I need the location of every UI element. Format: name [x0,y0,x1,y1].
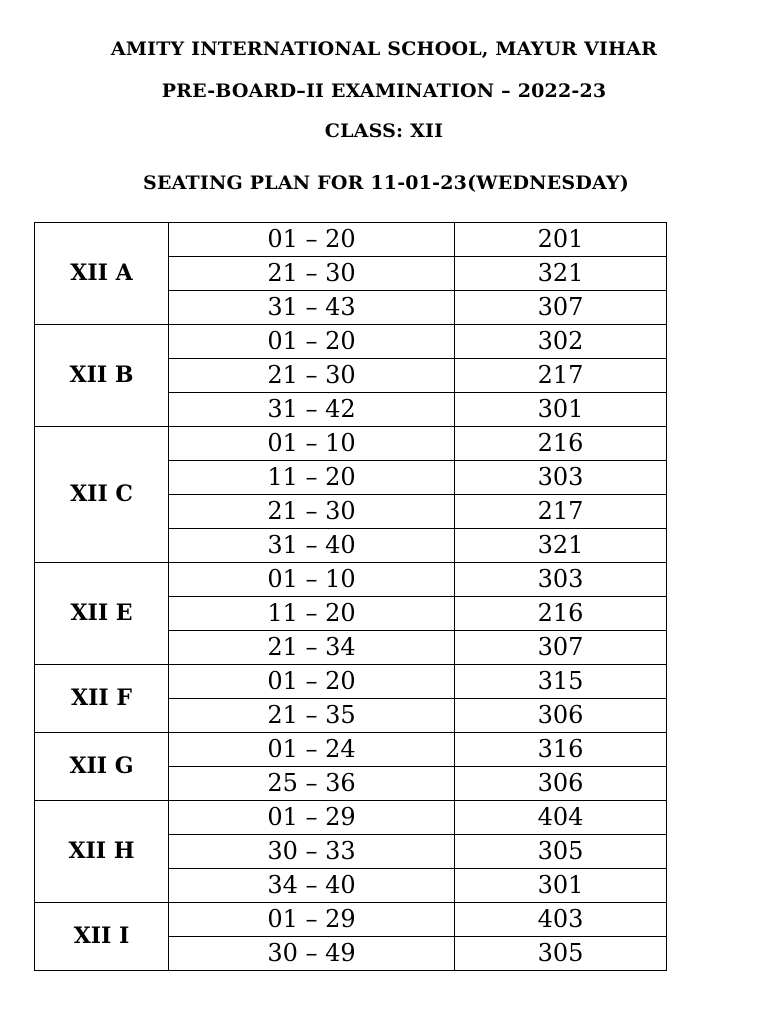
roll-range-cell: 21 – 30 [169,257,455,291]
table-row [35,563,667,597]
room-cell: 305 [455,835,667,869]
room-cell: 217 [455,359,667,393]
section-cell: XII G [35,733,169,801]
roll-range-cell: 01 – 20 [169,325,455,359]
roll-range-cell: 11 – 20 [169,461,455,495]
table-row [35,801,667,835]
room-cell: 217 [455,495,667,529]
roll-range-cell: 31 – 43 [169,291,455,325]
roll-range-cell: 01 – 20 [169,223,455,257]
seating-plan-body [35,223,667,971]
section-cell: XII E [35,563,169,665]
section-cell: XII C [35,427,169,563]
table-row [35,903,667,937]
class-label: CLASS: XII [324,120,444,142]
table-row [35,427,667,461]
table-row [35,325,667,359]
roll-range-cell: 34 – 40 [169,869,455,903]
roll-range-cell: 01 – 29 [169,801,455,835]
room-cell: 307 [455,291,667,325]
room-cell: 306 [455,767,667,801]
roll-range-cell: 11 – 20 [169,597,455,631]
roll-range-cell: 21 – 35 [169,699,455,733]
roll-range-cell: 30 – 33 [169,835,455,869]
section-cell: XII H [35,801,169,903]
room-cell: 303 [455,563,667,597]
roll-range-cell: 25 – 36 [169,767,455,801]
section-cell: XII I [35,903,169,971]
section-cell: XII F [35,665,169,733]
roll-range-cell: 01 – 29 [169,903,455,937]
room-cell: 302 [455,325,667,359]
room-cell: 305 [455,937,667,971]
school-name: AMITY INTERNATIONAL SCHOOL, MAYUR VIHAR [110,38,658,60]
room-cell: 321 [455,257,667,291]
roll-range-cell: 21 – 34 [169,631,455,665]
roll-range-cell: 01 – 20 [169,665,455,699]
room-cell: 306 [455,699,667,733]
section-cell: XII B [35,325,169,427]
roll-range-cell: 01 – 10 [169,427,455,461]
table-row [35,733,667,767]
exam-title: PRE-BOARD–II EXAMINATION – 2022-23 [161,80,607,102]
roll-range-cell: 30 – 49 [169,937,455,971]
roll-range-cell: 31 – 40 [169,529,455,563]
room-cell: 316 [455,733,667,767]
roll-range-cell: 01 – 10 [169,563,455,597]
room-cell: 321 [455,529,667,563]
table-row [35,223,667,257]
section-cell: XII A [35,223,169,325]
room-cell: 301 [455,869,667,903]
seating-plan-table [34,222,667,971]
roll-range-cell: 21 – 30 [169,359,455,393]
room-cell: 303 [455,461,667,495]
room-cell: 216 [455,597,667,631]
seating-plan-title: SEATING PLAN FOR 11-01-23(WEDNESDAY) [143,172,629,194]
room-cell: 404 [455,801,667,835]
room-cell: 307 [455,631,667,665]
roll-range-cell: 21 – 30 [169,495,455,529]
table-row [35,665,667,699]
roll-range-cell: 31 – 42 [169,393,455,427]
room-cell: 201 [455,223,667,257]
room-cell: 315 [455,665,667,699]
room-cell: 301 [455,393,667,427]
room-cell: 216 [455,427,667,461]
roll-range-cell: 01 – 24 [169,733,455,767]
room-cell: 403 [455,903,667,937]
